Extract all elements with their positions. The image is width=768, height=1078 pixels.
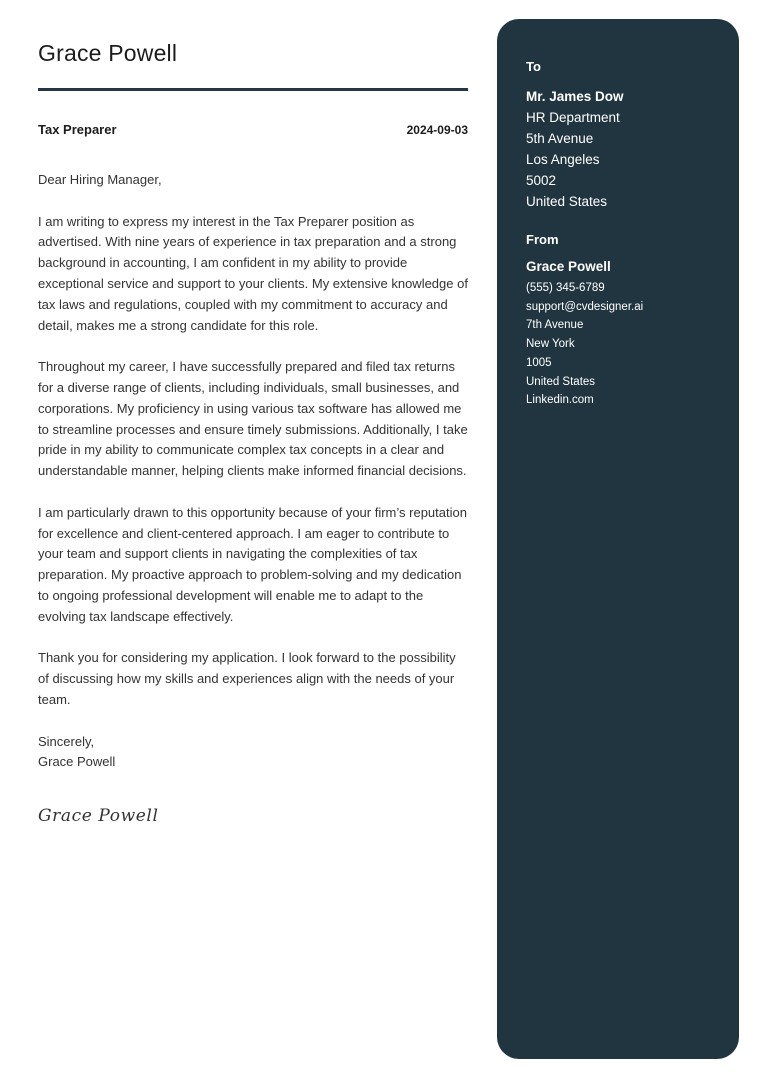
sender-street: 7th Avenue [526,319,584,332]
closing-name: Grace Powell [38,754,116,770]
recipient-department: HR Department [526,110,620,125]
to-heading: To [526,59,541,74]
handwritten-signature: Grace Powell [38,806,159,826]
greeting: Dear Hiring Manager, [38,172,162,187]
sender-city: New York [526,338,575,351]
paragraph-thanks: Thank you for considering my application. I look forward to the possibility of discussing how my skills and experiences align with the needs of your team. [38,650,456,707]
sender-name: Grace Powell [526,259,611,274]
header-divider [38,88,468,91]
recipient-address [526,86,624,212]
paragraph-experience: Throughout my career, I have successfully prepared and filed tax returns for a diverse range of clients, including individuals, small businesses, and corporations. My proficiency in using various tax software has allowed me to streamline processes and ensure timely submissions. Additionally, I take pride in my ability to communicate complex tax concepts in a clear and understandable manner, helping clients make informed financial decisions. [38,359,468,479]
recipient-city: Los Angeles [526,152,600,167]
sender-zip: 1005 [526,356,552,369]
sender-country: United States [526,375,596,388]
letter-meta [38,122,468,137]
letter-body [38,170,470,773]
recipient-street: 5th Avenue [526,131,594,146]
letter-date: 2024-09-03 [406,123,468,137]
applicant-name: Grace Powell [38,40,178,66]
sender-email: support@cvdesigner.ai [526,300,644,313]
paragraph-motivation: I am particularly drawn to this opportunity because of your firm’s reputation for excellence and client-centered approach. I am eager to contribute to your team and support clients in navigating the complexities of tax preparation. My proactive approach to problem-solving and my dedication to ongoing professional development will enable me to adapt to the evolving tax landscape effectively. [38,504,467,624]
sender-phone: (555) 345-6789 [526,282,605,294]
paragraph-intro: I am writing to express my interest in the Tax Preparer position as advertised. With nine years of experience in tax preparation and a strong background in accounting, I am confident in my ability to provide exceptional service and support to your clients. My extensive knowledge of tax laws and regulations, coupled with my commitment to accuracy and detail, makes me a strong candidate for this role. [38,213,468,333]
contact-sidebar [497,19,739,1059]
closing: Sincerely, [38,733,95,749]
recipient-zip: 5002 [526,173,557,188]
sender-linkedin: Linkedin.com [526,394,594,407]
job-title: Tax Preparer [38,122,117,137]
recipient-country: United States [526,194,608,209]
from-heading: From [526,232,559,247]
sender-details [526,279,643,410]
recipient-name: Mr. James Dow [526,89,624,104]
